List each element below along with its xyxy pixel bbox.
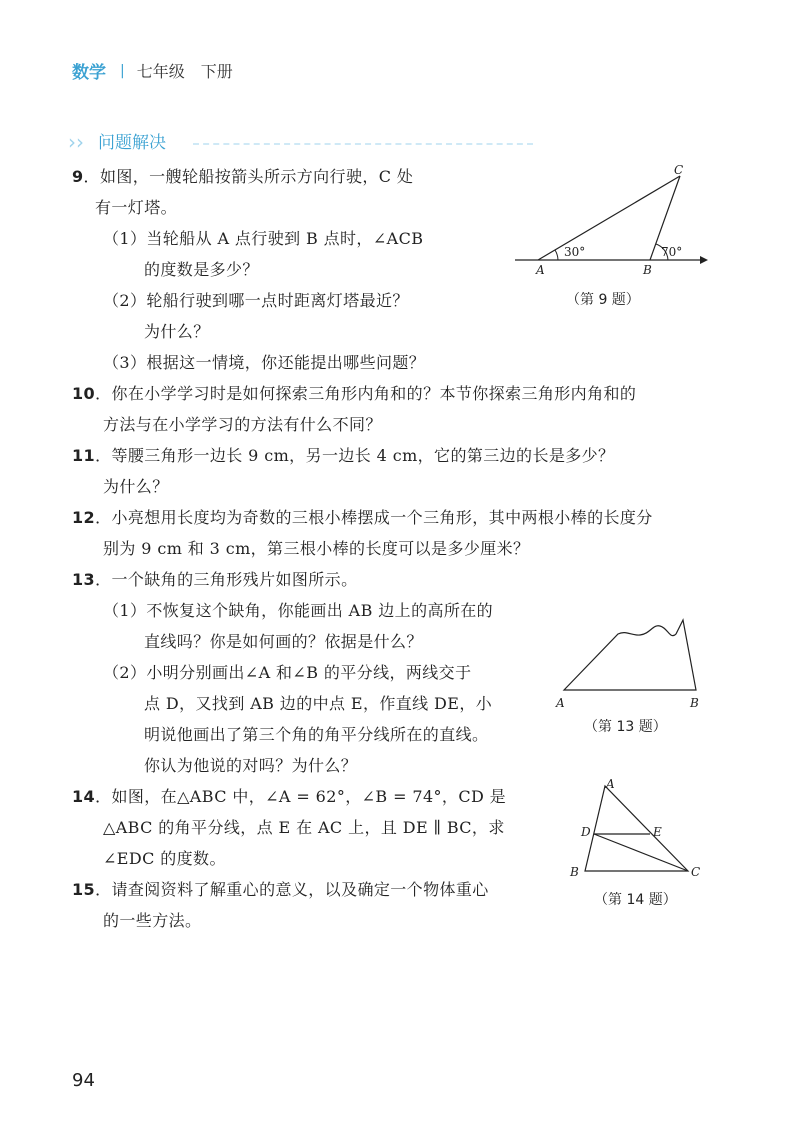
fig14-label-d: D — [581, 825, 591, 839]
q9-text-1: ．如图，一艘轮船按箭头所示方向行驶，C 处 — [83, 167, 414, 186]
q10-line-1 — [72, 384, 636, 404]
q11-text-1: ．等腰三角形一边长 9 cm，另一边长 4 cm，它的第三边的长是多少？ — [95, 446, 615, 465]
q13-sub2-line-4: 你认为他说的对吗？为什么？ — [144, 756, 358, 775]
q12-line-1 — [72, 508, 653, 528]
page-number: 94 — [72, 1070, 95, 1091]
q9-sub2-line-1: （2）轮船行驶到哪一点时距离灯塔最近？ — [103, 291, 409, 310]
q15-text-1: ．请查阅资料了解重心的意义，以及确定一个物体重心 — [95, 880, 489, 899]
volume-label: 下册 — [200, 62, 233, 81]
fig13-caption: （第 13 题） — [584, 719, 667, 735]
fig9-angle-b: 70° — [661, 245, 683, 259]
q11-number: 11 — [72, 446, 96, 465]
header-separator: | — [120, 62, 125, 79]
q12-text-1: ．小亮想用长度均为奇数的三根小棒摆成一个三角形，其中两根小棒的长度分 — [95, 508, 653, 527]
q12-number: 12 — [72, 508, 96, 527]
q11-line-2: 为什么？ — [103, 477, 169, 496]
fig13-label-b: B — [690, 696, 699, 710]
q9-sub1-line-2: 的度数是多少？ — [144, 260, 259, 279]
fig13-label-a: A — [556, 696, 565, 710]
fig14-caption: （第 14 题） — [594, 892, 677, 908]
q14-number: 14 — [72, 787, 96, 806]
q14-line-3: ∠EDC 的度数。 — [103, 849, 226, 868]
q13-sub1-line-2: 直线吗？你是如何画的？依据是什么？ — [144, 632, 423, 651]
q13-sub2-line-2: 点 D，又找到 AB 边的中点 E，作直线 DE，小 — [144, 694, 493, 713]
fig14-label-a: A — [606, 777, 615, 791]
fig14-label-c: C — [691, 865, 701, 879]
figure-13 — [550, 612, 720, 712]
figure-14 — [560, 776, 710, 886]
fig9-label-a: A — [536, 263, 545, 277]
chevron-right-icon: ›› — [68, 130, 84, 154]
q15-line-2: 的一些方法。 — [103, 911, 202, 930]
q10-number: 10 — [72, 384, 96, 403]
q10-line-2: 方法与在小学学习的方法有什么不同？ — [103, 415, 382, 434]
q15-line-1 — [72, 880, 489, 900]
fig9-label-c: C — [674, 163, 684, 177]
fig9-caption: （第 9 题） — [566, 292, 640, 308]
fig9-line-ac — [538, 176, 683, 260]
q9-line-2: 有一灯塔。 — [95, 198, 178, 217]
q15-number: 15 — [72, 880, 96, 899]
q9-sub2-line-2: 为什么？ — [144, 322, 210, 341]
fig14-line-dc — [594, 834, 688, 871]
q13-sub2-line-3: 明说他画出了第三个角的角平分线所在的直线。 — [144, 725, 489, 744]
grade-label: 七年级 — [136, 62, 185, 81]
q9-number: 9 — [72, 167, 84, 186]
fig9-angle-a-arc — [555, 250, 558, 260]
q10-text-1: ．你在小学学习时是如何探索三角形内角和的？本节你探索三角形内角和的 — [95, 384, 637, 403]
fig9-label-b: B — [643, 263, 652, 277]
q13-sub2-line-1: （2）小明分别画出∠A 和∠B 的平分线，两线交于 — [103, 663, 472, 682]
q13-text-1: ．一个缺角的三角形残片如图所示。 — [95, 570, 358, 589]
subject-label: 数学 — [72, 63, 106, 83]
fig9-angle-a: 30° — [564, 245, 586, 259]
fig13-fragment-shape — [564, 620, 696, 690]
fig14-label-e: E — [653, 825, 662, 839]
q12-line-2: 别为 9 cm 和 3 cm，第三根小棒的长度可以是多少厘米？ — [103, 539, 530, 558]
page-header — [72, 58, 233, 83]
q9-line-1 — [72, 167, 413, 187]
q13-number: 13 — [72, 570, 96, 589]
q9-sub3-line: （3）根据这一情境，你还能提出哪些问题？ — [103, 353, 426, 372]
section-title: 问题解决 — [98, 133, 166, 153]
q11-line-1 — [72, 446, 614, 466]
q14-line-1 — [72, 787, 506, 807]
figure-9 — [510, 162, 710, 282]
q9-sub1-line-1: （1）当轮船从 A 点行驶到 B 点时，∠ACB — [103, 229, 424, 248]
fig14-label-b: B — [570, 865, 579, 879]
section-divider — [193, 143, 533, 145]
q13-line-1 — [72, 570, 357, 590]
q14-line-2: △ABC 的角平分线，点 E 在 AC 上，且 DE ∥ BC，求 — [103, 818, 505, 837]
fig9-arrow-icon — [700, 256, 708, 264]
q14-text-1: ．如图，在△ABC 中，∠A = 62°，∠B = 74°，CD 是 — [95, 787, 507, 806]
fig14-triangle-abc — [585, 786, 688, 871]
q13-sub1-line-1: （1）不恢复这个缺角，你能画出 AB 边上的高所在的 — [103, 601, 494, 620]
section-heading — [68, 128, 538, 158]
